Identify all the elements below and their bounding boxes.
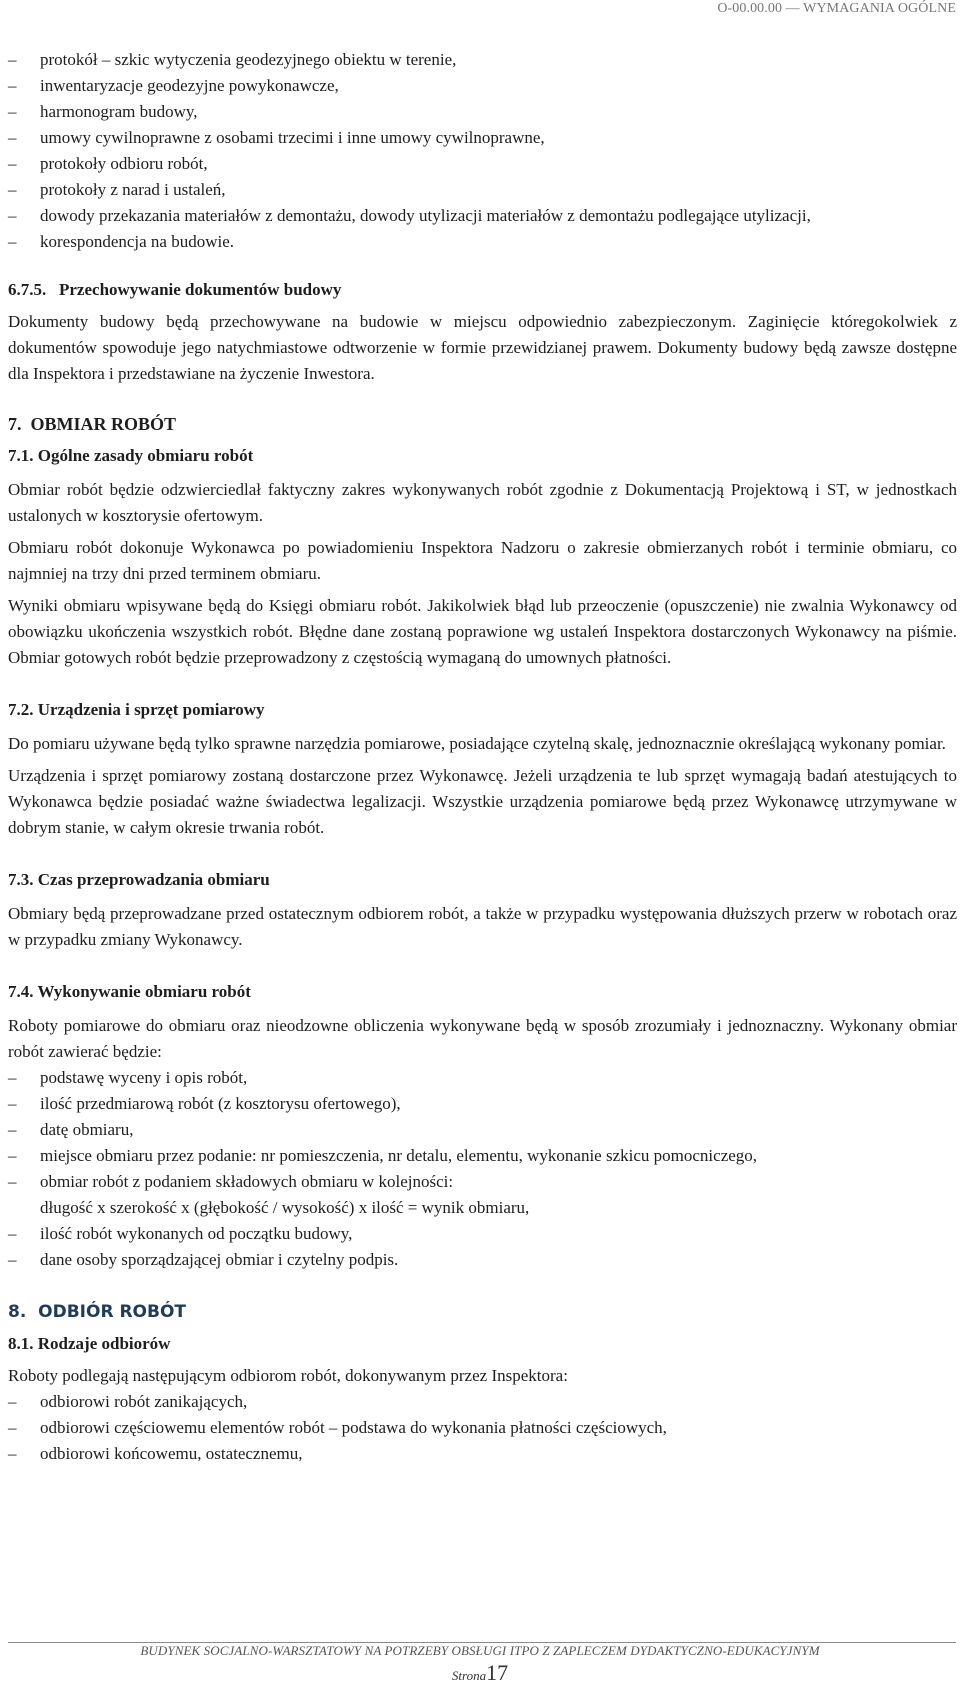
- dash-bullet: –: [8, 1068, 17, 1087]
- section-7-3-paragraph-1: Obmiary będą przeprowadzane przed ostatecznym odbiorem robót, a także w przypadku występowania dłuższych przerw w robotach oraz w przypadku zmiany Wykonawcy.: [8, 904, 957, 949]
- dash-bullet: –: [8, 1250, 17, 1269]
- dash-bullet: –: [8, 154, 17, 173]
- dash-bullet: –: [8, 50, 17, 69]
- list-item: [8, 229, 957, 255]
- list-item-text: protokoły odbioru robót,: [40, 154, 208, 173]
- page-label: Strona: [451, 1668, 487, 1683]
- list-item: [8, 1221, 957, 1247]
- list-item: [8, 1091, 957, 1117]
- section-8-heading: [8, 1299, 957, 1325]
- section-number: 8.: [8, 1302, 27, 1322]
- section-7-1-paragraph-1: Obmiar robót będzie odzwierciedlał faktyczny zakres wykonywanych robót zgodnie z Dokumentacją Projektową i ST, w jednostkach ustalonych w kosztorysie ofertowym.: [8, 480, 957, 525]
- dash-bullet: –: [8, 1146, 17, 1165]
- section-7-2-heading: 7.2. Urządzenia i sprzęt pomiarowy: [8, 700, 265, 719]
- list-item-text: protokół – szkic wytyczenia geodezyjnego obiektu w terenie,: [40, 50, 457, 69]
- running-footer: BUDYNEK SOCJALNO-WARSZTATOWY NA POTRZEBY OBSŁUGI ITPO Z ZAPLECZEM DYDAKTYCZNO-EDUKACYJNYM: [140, 1643, 820, 1658]
- section-7-2-paragraph-2: Urządzenia i sprzęt pomiarowy zostaną dostarczone przez Wykonawcę. Jeżeli urządzenia te lub sprzęt wymagają badań atestujących to Wykonawca będzie posiadać ważne świadectwa legalizacji. Wszystkie urządzenia pomiarowe będą przez Wykonawcę utrzymywane w dobrym stanie, w całym okresie trwania robót.: [8, 766, 957, 837]
- list-item: [8, 1065, 957, 1091]
- dash-bullet: –: [8, 128, 17, 147]
- dash-bullet: –: [8, 1444, 17, 1463]
- list-item: [8, 1247, 957, 1273]
- documents-list: [8, 47, 957, 255]
- section-8-1-heading: 8.1. Rodzaje odbiorów: [8, 1334, 171, 1353]
- section-title: OBMIAR ROBÓT: [30, 414, 177, 434]
- dash-bullet: –: [8, 1418, 17, 1437]
- list-item: [8, 1441, 957, 1467]
- list-item: [8, 203, 957, 229]
- section-7-2-paragraph-1: Do pomiaru używane będą tylko sprawne narzędzia pomiarowe, posiadające czytelną skalę, jednoznacznie określającą wykonany pomiar.: [8, 734, 946, 753]
- list-item-text: obmiar robót z podaniem składowych obmiaru w kolejności:: [40, 1172, 454, 1191]
- section-7-heading: [8, 411, 957, 437]
- list-item: [8, 125, 957, 151]
- list-item-text: odbiorowi robót zanikających,: [40, 1392, 248, 1411]
- dash-bullet: –: [8, 1224, 17, 1243]
- section-number: 6.7.5.: [8, 280, 47, 299]
- section-6-7-5-text: Dokumenty budowy będą przechowywane na budowie w miejscu odpowiednio zabezpieczonym. Zaginięcie któregokolwiek z dokumentów spowoduje jego natychmiastowe odtworzenie w formie przewidzianej prawem. Dokumenty budowy będą zawsze dostępne dla Inspektora i przedstawiane na życzenie Inwestora.: [8, 312, 957, 383]
- section-title: ODBIÓR ROBÓT: [38, 1302, 186, 1322]
- section-7-4-paragraph-1: Roboty pomiarowe do obmiaru oraz nieodzowne obliczenia wykonywane będą w sposób zrozumiały i jednoznaczny. Wykonany obmiar robót zawierać będzie:: [8, 1016, 957, 1061]
- list-item: [8, 1415, 957, 1441]
- section-7-1-paragraph-3: Wyniki obmiaru wpisywane będą do Księgi obmiaru robót. Jakikolwiek błąd lub przeoczenie (opuszczenie) nie zwalnia Wykonawcy od obowiązku ukończenia wszystkich robót. Błędne dane zostaną poprawione wg ustaleń Inspektora dostarczonych Wykonawcy na piśmie. Obmiar gotowych robót będzie przeprowadzony z częstością wymaganą do umownych płatności.: [8, 596, 957, 667]
- page-content: [8, 47, 957, 1467]
- list-item: [8, 47, 957, 73]
- section-7-4-heading: 7.4. Wykonywanie obmiaru robót: [8, 982, 251, 1001]
- page-number-value: 17: [486, 1660, 509, 1685]
- list-item: [8, 1169, 957, 1195]
- list-item-text: korespondencja na budowie.: [40, 232, 235, 251]
- section-7-1-heading: 7.1. Ogólne zasady obmiaru robót: [8, 446, 254, 465]
- list-item-text: inwentaryzacje geodezyjne powykonawcze,: [40, 76, 339, 95]
- list-item: [8, 73, 957, 99]
- list-item: [8, 1143, 957, 1169]
- section-number: 7.: [8, 414, 22, 434]
- list-item: [8, 1389, 957, 1415]
- dash-bullet: –: [8, 180, 17, 199]
- section-7-3-heading: 7.3. Czas przeprowadzania obmiaru: [8, 870, 270, 889]
- section-6-7-5-heading: [8, 277, 957, 303]
- dash-bullet: –: [8, 232, 17, 251]
- list-item-text: umowy cywilnoprawne z osobami trzecimi i inne umowy cywilnoprawne,: [40, 128, 545, 147]
- dash-bullet: –: [8, 102, 17, 121]
- list-item: [8, 151, 957, 177]
- dash-bullet: –: [8, 206, 17, 225]
- list-item-text: odbiorowi częściowemu elementów robót – podstawa do wykonania płatności częściowych,: [40, 1418, 667, 1437]
- list-item-text: protokoły z narad i ustaleń,: [40, 180, 226, 199]
- section-8-1-paragraph-1: Roboty podlegają następującym odbiorom robót, dokonywanym przez Inspektora:: [8, 1366, 568, 1385]
- acceptance-types-list: [8, 1389, 957, 1467]
- dash-bullet: –: [8, 1172, 17, 1191]
- list-item-text: odbiorowi końcowemu, ostatecznemu,: [40, 1444, 303, 1463]
- list-item-text: miejsce obmiaru przez podanie: nr pomieszczenia, nr detalu, elementu, wykonanie szkicu pomocniczego,: [40, 1146, 758, 1165]
- list-item-text: ilość przedmiarową robót (z kosztorysu ofertowego),: [40, 1094, 401, 1113]
- page-number: [0, 1660, 960, 1686]
- list-item: [8, 99, 957, 125]
- list-item-text: dane osoby sporządzającej obmiar i czytelny podpis.: [40, 1250, 399, 1269]
- list-item-text: datę obmiaru,: [40, 1120, 134, 1139]
- list-item-text: ilość robót wykonanych od początku budowy,: [40, 1224, 353, 1243]
- dash-bullet: –: [8, 1094, 17, 1113]
- section-7-1-paragraph-2: Obmiaru robót dokonuje Wykonawca po powiadomieniu Inspektora Nadzoru o zakresie obmierzanych robót i terminie obmiaru, co najmniej na trzy dni przed terminem obmiaru.: [8, 538, 957, 583]
- measurement-contents-list-continued: [8, 1221, 957, 1273]
- dash-bullet: –: [8, 1120, 17, 1139]
- measurement-contents-list: [8, 1065, 957, 1195]
- list-item-text: podstawę wyceny i opis robót,: [40, 1068, 248, 1087]
- list-item: [8, 177, 957, 203]
- dash-bullet: –: [8, 1392, 17, 1411]
- list-item-text: dowody przekazania materiałów z demontażu, dowody utylizacji materiałów z demontażu podlegające utylizacji,: [40, 206, 811, 225]
- measurement-formula: długość x szerokość x (głębokość / wysokość) x ilość = wynik obmiaru,: [40, 1198, 530, 1217]
- list-item: [8, 1117, 957, 1143]
- list-item-text: harmonogram budowy,: [40, 102, 198, 121]
- section-title: Przechowywanie dokumentów budowy: [59, 280, 342, 299]
- running-header: O-00.00.00 — WYMAGANIA OGÓLNE: [717, 1, 956, 16]
- dash-bullet: –: [8, 76, 17, 95]
